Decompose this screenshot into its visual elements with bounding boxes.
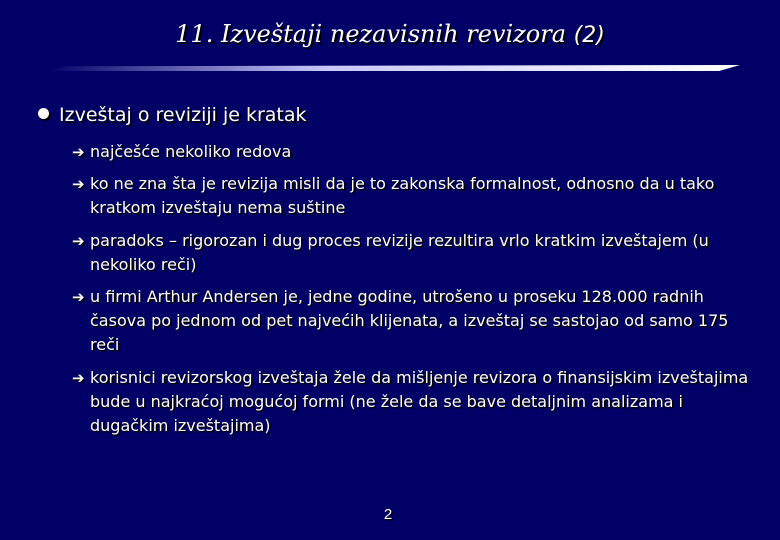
bullet-dot-icon bbox=[38, 108, 49, 119]
list-item bbox=[72, 229, 752, 277]
list-item bbox=[72, 366, 752, 438]
arrow-right-icon: ➔ bbox=[72, 232, 85, 250]
slide-title bbox=[0, 20, 780, 48]
list-item-text: korisnici revizorskog izveštaja žele da mišljenje revizora o finansijskim izveštajima bude u najkraćoj mogućoj formi (ne žele da se bave detaljnim analizama i dugačkim izveštajima) bbox=[90, 368, 749, 435]
arrow-right-icon: ➔ bbox=[72, 175, 85, 193]
arrow-right-icon: ➔ bbox=[72, 369, 85, 387]
page-number: 2 bbox=[383, 506, 393, 523]
arrow-right-icon: ➔ bbox=[72, 143, 85, 161]
list-item-text: u firmi Arthur Andersen je, jedne godine, utrošeno u proseku 128.000 radnih časova po jednom od pet najvećih klijenata, a izveštaj se sastojao od samo 175 reči bbox=[90, 287, 729, 354]
list-item-text: ko ne zna šta je revizija misli da je to zakonska formalnost, odnosno da u tako kratkom izveštaju nema suštine bbox=[90, 174, 715, 217]
title-underline bbox=[44, 65, 740, 71]
slide-title-text: 11. Izveštaji nezavisnih revizora bbox=[175, 20, 567, 48]
main-bullet bbox=[38, 104, 307, 126]
arrow-right-icon: ➔ bbox=[72, 288, 85, 306]
list-item bbox=[72, 285, 752, 357]
list-item bbox=[72, 140, 752, 164]
list-item bbox=[72, 172, 752, 220]
list-item-text: paradoks – rigorozan i dug proces revizije rezultira vrlo kratkim izveštajem (u nekoliko reči) bbox=[90, 231, 709, 274]
list-item-text: najčešće nekoliko redova bbox=[90, 142, 292, 161]
main-bullet-text: Izveštaj o reviziji je kratak bbox=[59, 104, 307, 126]
slide-title-suffix: (2) bbox=[573, 23, 605, 48]
